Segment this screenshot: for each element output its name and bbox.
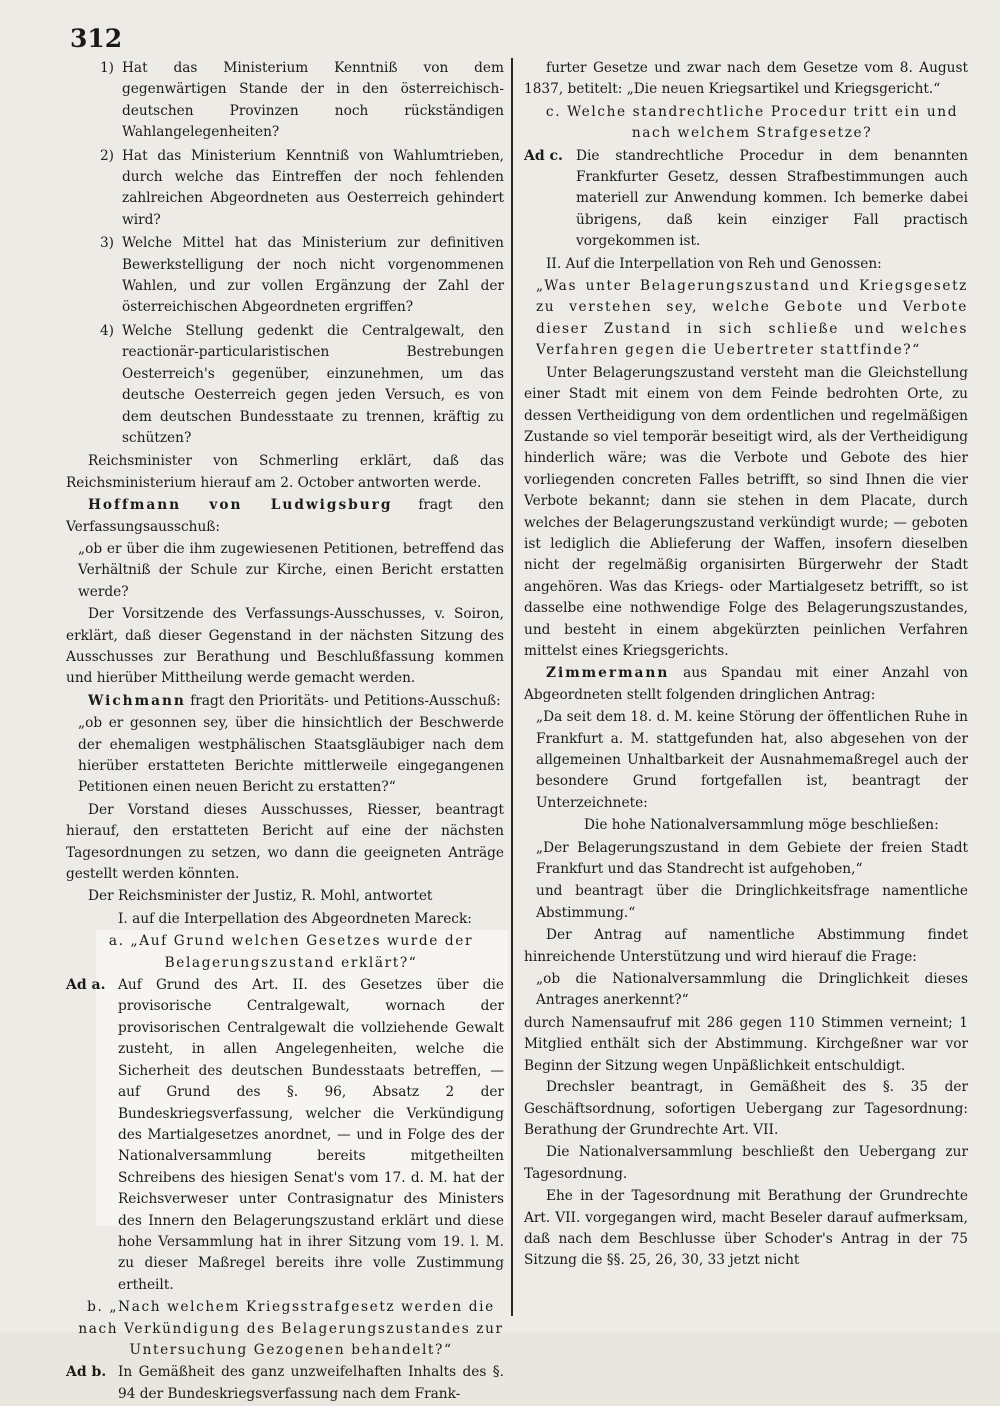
paragraph	[66, 604, 504, 690]
paragraph: Reichsminister von Schmerling erklärt, daß das Reichsministerium hierauf am 2. October antworten werde.	[66, 453, 504, 491]
answer-label: Ad a.	[66, 977, 106, 994]
paragraph: furter Gesetze und zwar nach dem Gesetze vom 8. August 1837, betitelt: „Die neuen Kriegsartikel und Kriegsgericht.“	[524, 60, 968, 98]
answer-block	[66, 1362, 504, 1405]
interpellation-question: c. Welche standrechtliche Procedur tritt ein und nach welchem Strafgesetze?	[545, 103, 959, 142]
interpellation-heading: I. auf die Interpellation des Abgeordneten Mareck:	[118, 910, 472, 927]
question-item	[66, 321, 504, 449]
page-number: 312	[70, 24, 123, 53]
left-column	[66, 58, 504, 1406]
interpellation-heading: II. Auf die Interpellation von Reh und Genossen:	[546, 255, 882, 272]
interpellation-question: b. „Nach welchem Kriegsstrafgesetz werden die nach Verkündigung des Belagerungszustandes zur Untersuchung Gezogenen behandelt?“	[78, 1299, 504, 1358]
answer-block	[66, 975, 504, 1296]
quotation: „ob die Nationalversammlung die Dringlichkeit dieses Antrages anerkennt?“	[536, 971, 968, 1009]
paragraph	[66, 495, 504, 538]
paragraph	[66, 691, 504, 712]
paragraph-start: Der Vorsitzende des Verfassungs-Ausschusses, v. Soiron,	[88, 606, 504, 623]
question-number: 3)	[99, 235, 114, 252]
quotation: und beantragt über die Dringlichkeitsfrage namentliche Abstimmung.“	[536, 883, 968, 921]
paragraph-text: fragt den Verfassungsausschuß:	[66, 497, 504, 535]
interpellation-question: a. „Auf Grund welchen Gesetzes wurde der Belagerungszustand erklärt?“	[108, 933, 474, 971]
speaker-name: Wichmann	[88, 692, 186, 709]
answer-text: Auf Grund des Art. II. des Gesetzes über die provisorische Centralgewalt, wornach der provisorischen Centralgewalt die vollziehende Gewalt zusteht, in allen Angelegenheiten, welche die Sicherheit des deutschen Bundesstaats betreffen, — auf Grund des §. 96, Absatz 2 der Bundeskriegsverfassung, welcher die Verkündigung des Martialgesetzes anordnet, — und in Folge des der Nationalversammlung bereits mitgetheilten Schreibens des hiesigen Senat's vom 17. d. M. hat der Reichsverweser unter Contrasignatur des Ministers des Innern den Belagerungszustand erklärt und diese hohe Versammlung hat in ihrer Sitzung vom 19. l. M. zu dieser Maßregel bereits ihre volle Zustimmung ertheilt.	[118, 977, 504, 1293]
paragraph-text: aus Spandau mit einer Anzahl von Abgeordneten stellt folgenden dringlichen Antrag:	[524, 665, 968, 703]
paragraph: durch Namensaufruf mit 286 gegen 110 Stimmen verneint; 1 Mitglied enthält sich der Abstimmung. Kirchgeßner war vor Beginn der Sitzung wegen Unpäßlichkeit entschuldigt.	[524, 1014, 968, 1074]
question-text: Hat das Ministerium Kenntniß von dem gegenwärtigen Stande der in den österreichisch-deutschen Provinzen noch rückständigen Wahlangelegenheiten?	[122, 60, 504, 141]
question-number: 4)	[99, 322, 114, 339]
paragraph: Der Antrag auf namentliche Abstimmung findet hinreichende Unterstützung und wird hierauf die Frage:	[524, 927, 968, 965]
answer-text: Die standrechtliche Procedur in dem benannten Frankfurter Gesetz, dessen Strafbestimmungen auch materiell zur Anwendung kommen. Ich bemerke dabei übrigens, daß kein einziger Fall practisch vorgekommen ist.	[576, 147, 968, 250]
question-number: 1)	[99, 60, 114, 76]
speaker-name: Hoffmann von Ludwigsburg	[88, 497, 393, 514]
question-text: Welche Stellung gedenkt die Centralgewalt, den reactionär-particularistischen Bestrebungen Oesterreich's gegenüber, einzunehmen, um das deutsche Oesterreich gegen jeden Versuch, es von dem deutschen Bundesstaate zu trennen, kräftig zu schützen?	[122, 322, 504, 446]
interpellation-question: „Was unter Belagerungszustand und Kriegsgesetz zu verstehen sey, welche Gebote und Verbote dieser Zustand in sich schließe und welches Verfahren gegen die Uebertreter stattfinde?“	[536, 278, 968, 359]
quotation: „Da seit dem 18. d. M. keine Störung der öffentlichen Ruhe in Frankfurt a. M. stattgefunden hat, also abgesehen von der allgemeinen Unhaltbarkeit der Ausnahmemaßregel auch der besondere Grund fortgefallen ist, beantragt der Unterzeichnete:	[536, 709, 968, 811]
paragraph: Unter Belagerungszustand versteht man die Gleichstellung einer Stadt mit einem von dem Feinde bedrohten Orte, zu dessen Vertheidigung von dem ordentlichen und regelmäßigen Zustande so viel temporär beseitigt wird, als der Vertheidigung hinderlich wäre; was die Verbote und Gebote des hier vorliegenden concreten Falles betrifft, so sind Ihnen die vier Verbote bekannt; dann sie stehen in dem Placate, durch welches der Belagerungszustand verkündigt wurde; — geboten ist lediglich die Ablieferung der Waffen, insofern dieselben nicht der regelmäßig organisirten Bürgerwehr der Stadt angehören. Was das Kriegs- oder Martialgesetz betrifft, so ist dasselbe eine nothwendige Folge des Belagerungszustandes, und besteht in einem abgekürzten peinlichen Verfahren mittelst eines Kriegsgerichts.	[524, 364, 968, 659]
paragraph: Der Vorstand dieses Ausschusses, Riesser, beantragt hierauf, den erstatteten Bericht auf eine der nächsten Tagesordnungen zu setzen, wo dann die geeigneten Anträge gestellt werden könnten.	[66, 801, 504, 883]
answer-label: Ad b.	[66, 1364, 107, 1381]
paragraph-text: fragt den Prioritäts- und Petitions-Ausschuß:	[190, 692, 501, 709]
quotation: „ob er gesonnen sey, über die hinsichtlich der Beschwerde der ehemaligen westphälischen Staatsgläubiger nach dem hierüber erstatteten Berichte mittlerweile eingegangenen Petitionen einen neuen Bericht zu erstatten?“	[78, 715, 504, 796]
answer-label: Ad c.	[524, 147, 563, 164]
paragraph: Ehe in der Tagesordnung mit Berathung der Grundrechte Art. VII. vorgegangen wird, macht Beseler darauf aufmerksam, daß nach dem Beschlusse über Schoder's Antrag in der 75 Sitzung die §§. 25, 26, 30, 33 jetzt nicht	[524, 1188, 968, 1269]
question-item	[66, 58, 504, 144]
quotation-line: Die hohe Nationalversammlung möge beschließen:	[584, 817, 939, 834]
quotation: „Der Belagerungszustand in dem Gebiete der freien Stadt Frankfurt und das Standrecht ist aufgehoben,“	[536, 839, 968, 878]
question-text: Hat das Ministerium Kenntniß von Wahlumtrieben, durch welche das Eintreffen der noch fehlenden zahlreichen Abgeordneten aus Oesterreich gehindert wird?	[122, 147, 504, 228]
question-text: Welche Mittel hat das Ministerium zur definitiven Bewerkstelligung der noch nicht vorgenommenen Wahlen, und zur vollen Ergänzung der Zahl der österreichischen Abgeordneten ergriffen?	[122, 235, 504, 316]
right-column	[524, 58, 968, 1273]
paragraph: Drechsler beantragt, in Gemäßheit des §. 35 der Geschäftsordnung, sofortigen Uebergang zur Tagesordnung: Berathung der Grundrechte Art. VII.	[524, 1079, 968, 1138]
answer-text: In Gemäßheit des ganz unzweifelhaften Inhalts des §. 94 der Bundeskriegsverfassung nach dem Frank-	[118, 1364, 504, 1402]
paragraph	[524, 663, 968, 706]
answer-block	[524, 146, 968, 253]
question-item	[66, 233, 504, 319]
paragraph-text: erklärt, daß dieser Gegenstand in der nächsten Sitzung des Ausschusses zur Berathung und Beschlußfassung kommen und hierüber Mittheilung werde gemacht werden.	[66, 627, 504, 687]
paragraph: Die Nationalversammlung beschließt den Uebergang zur Tagesordnung.	[524, 1144, 968, 1182]
speaker-name: Zimmermann	[546, 665, 670, 682]
question-number: 2)	[99, 147, 114, 164]
column-divider	[511, 58, 513, 1316]
question-item	[66, 146, 504, 232]
paragraph: Der Reichsminister der Justiz, R. Mohl, antwortet	[88, 888, 433, 905]
quotation: „ob er über die ihm zugewiesenen Petitionen, betreffend das Verhältniß der Schule zur Kirche, einen Bericht erstatten werde?	[78, 540, 504, 600]
